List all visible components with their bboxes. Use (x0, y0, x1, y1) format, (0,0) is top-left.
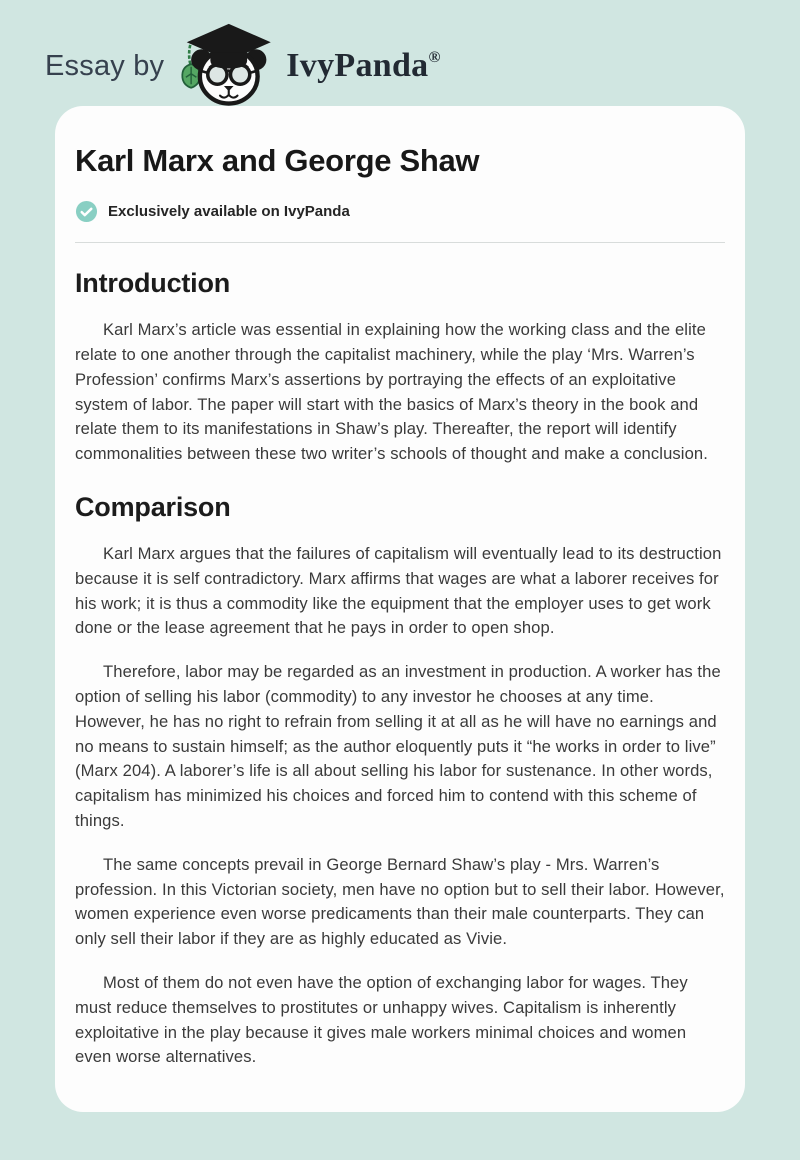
brand-wordmark: IvyPanda® (286, 47, 441, 84)
essay-card (55, 106, 745, 1112)
availability-label: Exclusively available on IvyPanda (108, 203, 350, 221)
panda-logo-icon (178, 22, 276, 113)
section-heading: Comparison (75, 492, 231, 523)
header (0, 0, 800, 106)
paragraph: Most of them do not even have the option of exchanging labor for wages. They must reduce themselves to prostitutes or unhappy wives. Capitalism is inherently exploitative in the play because it gives male workers minimal choices and women even worse alternatives. (75, 973, 688, 1067)
paragraph: Karl Marx’s article was essential in explaining how the working class and the elite relate to one another through the capitalist machinery, while the play ‘Mrs. Warren’s Profession’ confirms Marx’s assertions by portraying the effects of an exploitative system of labor. The paper will start with the basics of Marx’s theory in the book and relate them to its manifestations in Shaw’s play. Thereafter, the report will identify commonalities between these two writer’s schools of thought and make a conclusion. (75, 320, 708, 464)
section-heading: Introduction (75, 268, 231, 299)
section-comparison (75, 492, 725, 1070)
essay-by-label: Essay by (45, 49, 165, 82)
section-introduction (75, 268, 725, 467)
registered-mark: ® (428, 49, 441, 66)
availability-badge (75, 200, 725, 223)
paragraph: The same concepts prevail in George Bernard Shaw’s play - Mrs. Warren’s profession. In this Victorian society, men have no option but to sell their labor. However, women experience even worse predicaments than their male counterparts. They can only sell their labor if they are as highly educated as Vivie. (75, 854, 725, 949)
paragraph: Therefore, labor may be regarded as an investment in production. A worker has the option of selling his labor (commodity) to any investor he chooses at any time. However, he has no right to refrain from selling it at all as he will have no earnings and no means to sustain himself; as the author eloquently puts it “he works in order to live” (Marx 204). A laborer’s life is all about selling his labor for sustenance. In other words, capitalism has minimized his choices and forced him to contend with this scheme of things. (75, 662, 721, 831)
paragraph: Karl Marx argues that the failures of capitalism will eventually lead to its destruction because it is self contradictory. Marx affirms that wages are what a laborer receives for his work; it is thus a commodity like the equipment that the employer uses to get work done or the lease agreement that he pays in order to open shop. (75, 544, 722, 638)
page-title: Karl Marx and George Shaw (75, 143, 480, 178)
divider (75, 242, 725, 243)
check-circle-icon (75, 200, 98, 223)
